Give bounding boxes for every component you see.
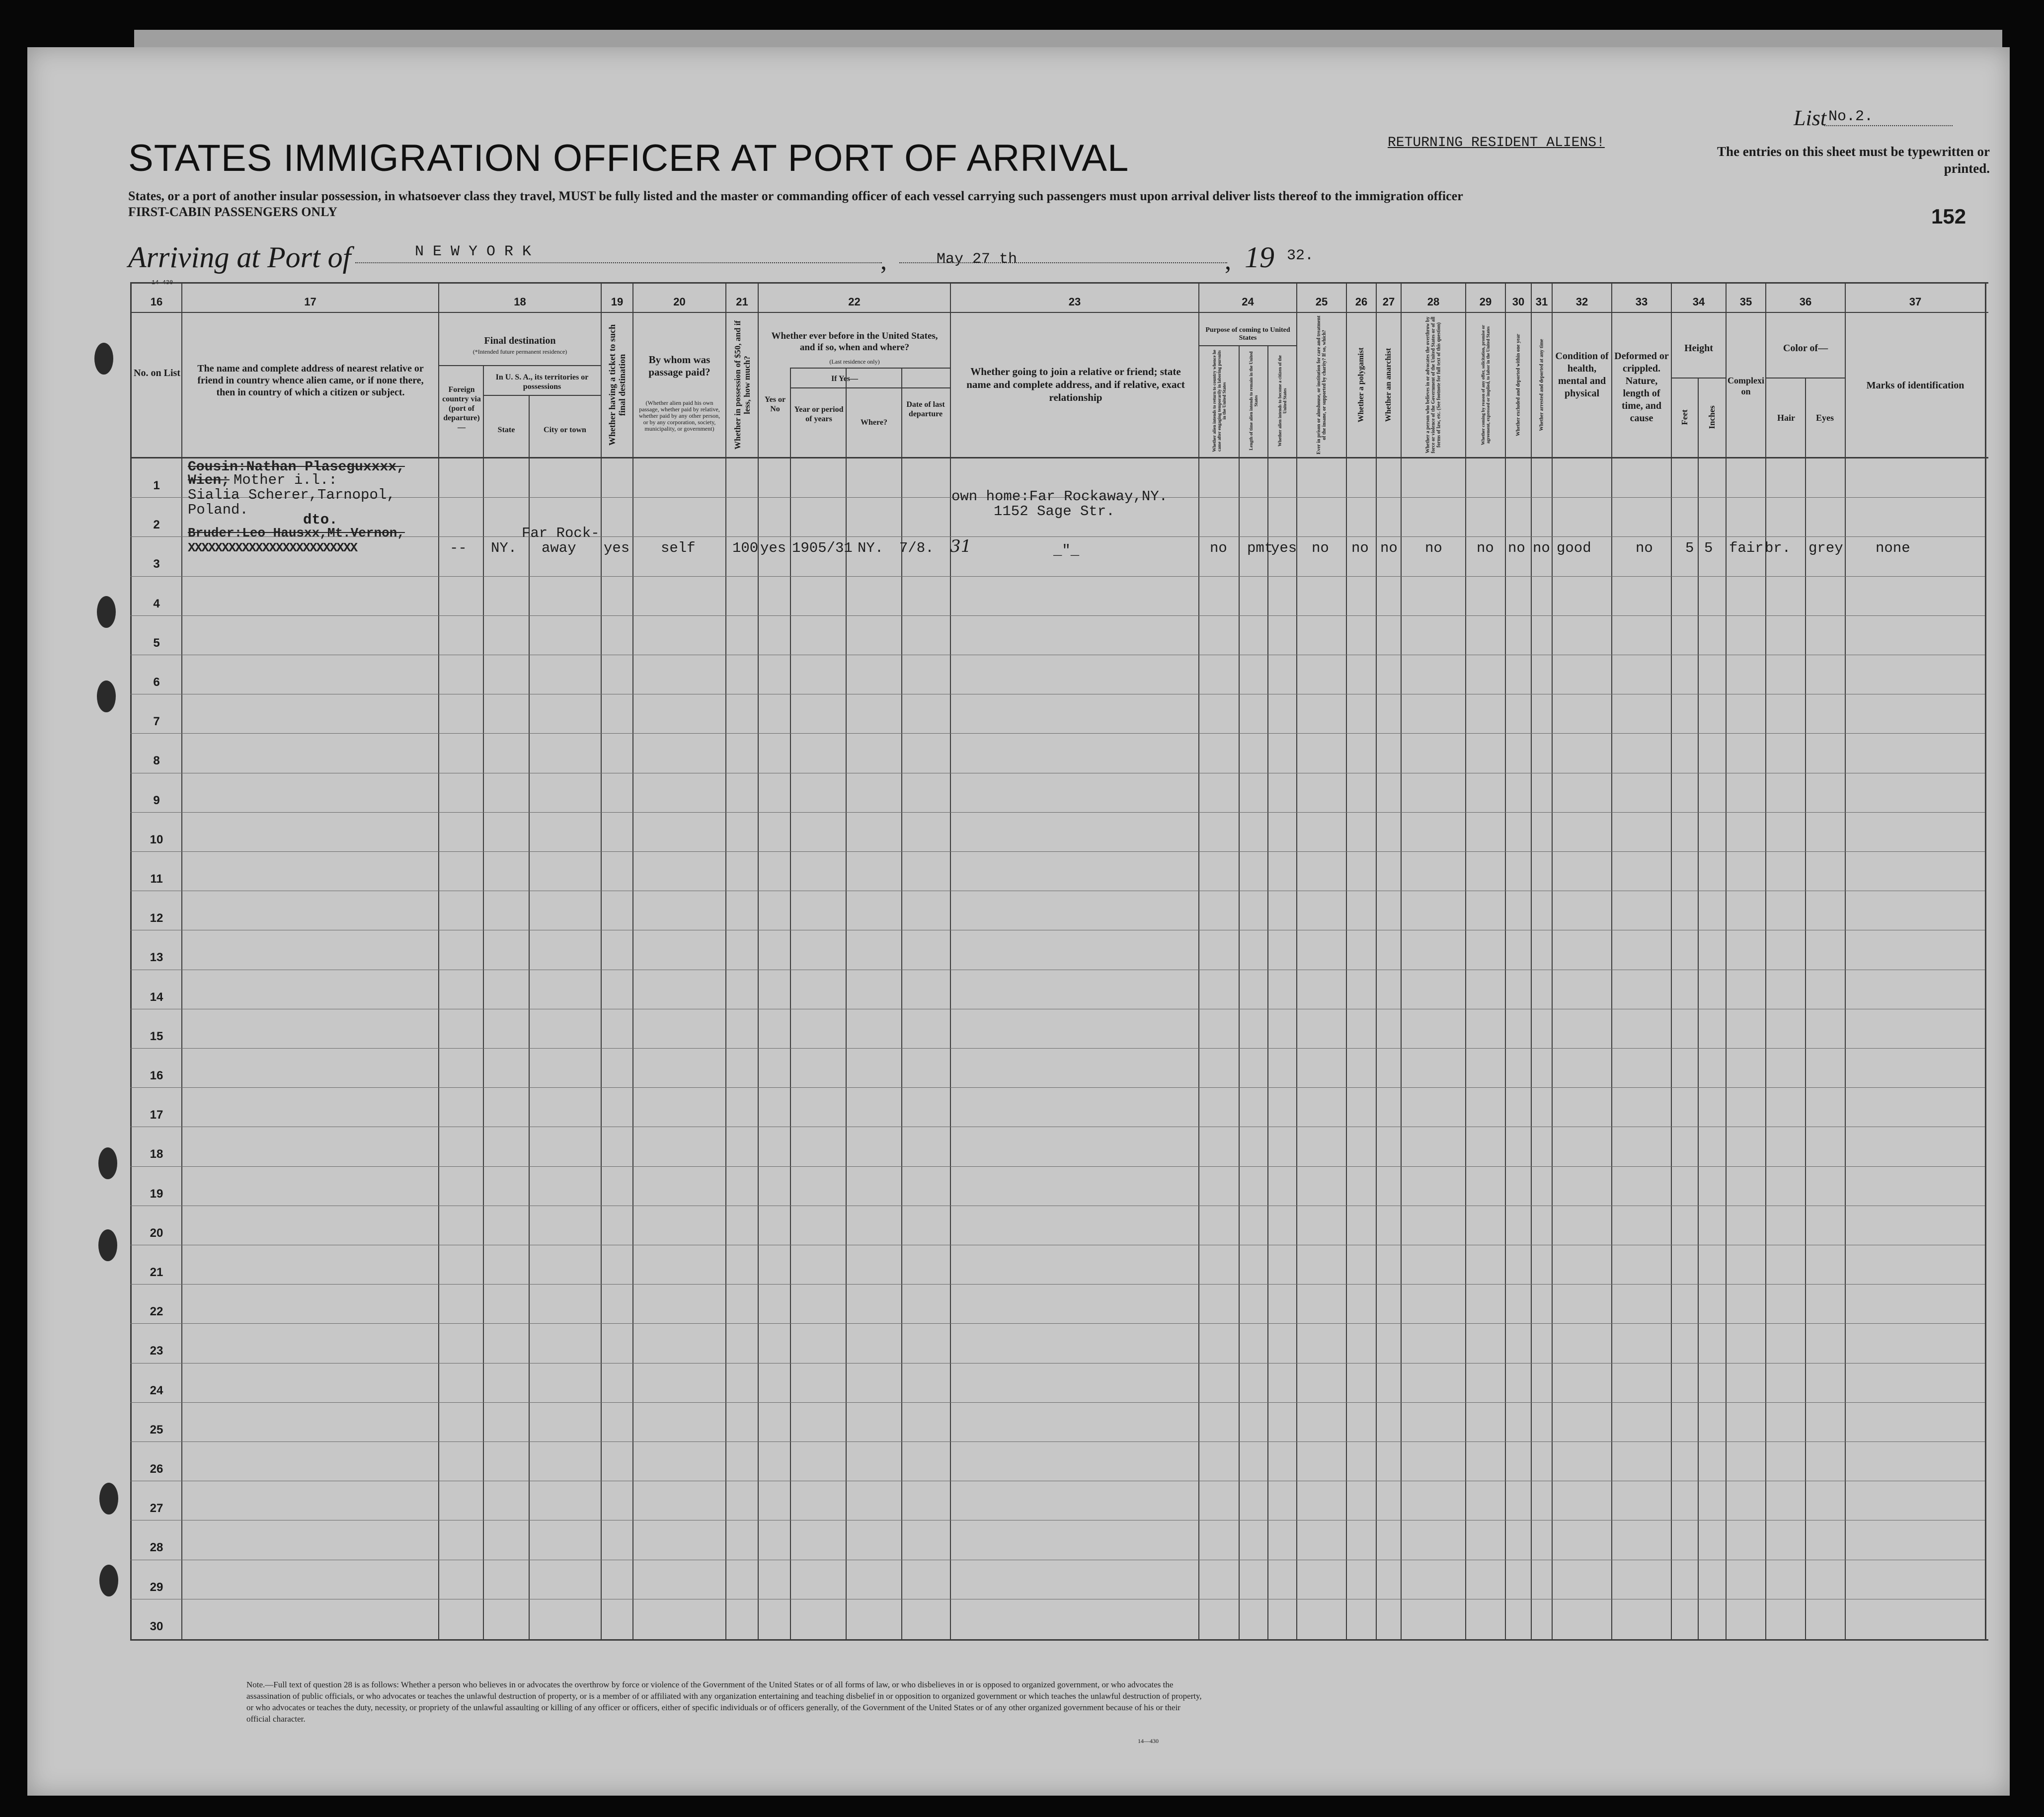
grid-row-line xyxy=(130,536,1985,537)
col-num-37: 37 xyxy=(1909,296,1922,308)
header-before-in-us: Whether ever before in the United States, and if so, when and where? xyxy=(771,331,938,353)
grid-column-line xyxy=(1296,282,1297,1640)
grid-column-line xyxy=(1726,282,1727,1640)
grid-column-line xyxy=(1376,282,1377,1640)
row-number: 18 xyxy=(150,1147,163,1161)
where-value: NY. xyxy=(858,540,884,556)
header-if-yes: If Yes— xyxy=(831,375,859,383)
header-last-residence: (Last residence only) xyxy=(829,359,880,365)
row-number: 26 xyxy=(150,1462,163,1476)
punch-hole xyxy=(97,596,116,628)
header-prison: Ever in prison or almshouse, or institution for care and treatment of the insane, or supported by charity? If so, which? xyxy=(1316,315,1327,454)
row-number: 8 xyxy=(153,754,160,768)
header-last-departure: Date of last departure xyxy=(906,400,945,418)
complexion-value: fair xyxy=(1729,540,1764,556)
header-purpose-citizen: Whether alien intends to become a citizen of the United States xyxy=(1277,355,1287,447)
grid-row-line xyxy=(130,615,1985,616)
grid-row-line xyxy=(130,1048,1985,1049)
header-money: Whether in possession of $50, and if less, how much? xyxy=(732,320,752,450)
header-purpose: Purpose of coming to United States xyxy=(1205,326,1290,342)
ticket-value: yes xyxy=(604,540,630,556)
grid-row-line xyxy=(130,851,1985,852)
punch-hole xyxy=(94,343,113,375)
grid-column-line xyxy=(601,282,602,1640)
grid-column-line xyxy=(1531,282,1532,1640)
grid-column-line xyxy=(1765,282,1766,1640)
join-street: 1152 Sage Str. xyxy=(994,503,1115,520)
header-deformed: Deformed or crippled. Nature, length of time, and cause xyxy=(1614,351,1669,424)
city-value-line1: Far Rock- xyxy=(522,525,600,541)
height-feet-value: 5 xyxy=(1685,540,1694,556)
header-complexion: Complexion xyxy=(1728,376,1764,396)
row-number: 30 xyxy=(150,1619,163,1633)
grid-column-line xyxy=(1985,282,1986,1640)
row-number: 2 xyxy=(153,518,160,532)
col-num-31: 31 xyxy=(1535,296,1548,308)
row-number: 22 xyxy=(150,1305,163,1319)
col-num-26: 26 xyxy=(1355,296,1368,308)
col-num-21: 21 xyxy=(736,296,748,308)
grid-column-line xyxy=(901,368,902,1640)
departure-year-handwritten: 31 xyxy=(950,536,972,556)
header-year: Year or period of years xyxy=(794,405,844,423)
row-number: 5 xyxy=(153,636,160,650)
struck-row2-line2: XXXXXXXXXXXXXXXXXXXXXXXXX xyxy=(188,540,357,555)
departure-date-value: 7/8. xyxy=(899,540,934,556)
row-number: 19 xyxy=(150,1187,163,1201)
col-num-35: 35 xyxy=(1739,296,1752,308)
header-purpose-return: Whether alien intends to return to country whence he came after engaging temporarily in laboring pursuits in the United States xyxy=(1211,350,1227,452)
years-value: 1905/31 xyxy=(792,540,853,556)
grid-column-line xyxy=(950,282,951,1640)
year-suffix: 32. xyxy=(1287,247,1314,264)
row-number: 28 xyxy=(150,1541,163,1555)
punch-hole xyxy=(97,681,116,712)
row-number: 9 xyxy=(153,793,160,807)
row-number: 4 xyxy=(153,597,160,610)
footnote: Note.—Full text of question 28 is as follows: Whether a person who believes in or advocates the overthrow by force or violence of the Government of the United States or of all forms of law, or who disbelieves in or is opposed to organized government, or who advocates the assassination of public officials, or who advocates or teaches the unlawful destruction of property, or is a member of or affiliated with any organization entertaining and teaching disbelief in or opposition to organized government or which teaches the unlawful destruction of property, or who advocates or teaches the duty, necessity, or propriety of the unlawful assaulting or killing of any officer or officers, either of specific individuals or of officers generally, of the Government of the United States or of any other organized government because of his or their official character. xyxy=(246,1680,1202,1724)
col-num-32: 32 xyxy=(1575,296,1588,308)
col-num-25: 25 xyxy=(1315,296,1328,308)
punch-hole xyxy=(99,1565,118,1596)
grid-column-line xyxy=(1671,282,1672,1640)
grid-column-line xyxy=(790,368,791,1640)
row-number: 17 xyxy=(150,1108,163,1122)
grid-column-line xyxy=(181,282,182,1640)
grid-column-line xyxy=(1239,345,1240,1640)
grid-column-line xyxy=(758,282,759,1640)
q28-value: no xyxy=(1425,540,1442,556)
row-number: 3 xyxy=(153,557,160,571)
header-q30: Whether excluded and deported within one year xyxy=(1515,334,1521,436)
punch-hole xyxy=(98,1147,117,1179)
instruction-line: States, or a port of another insular possession, in whatsoever class they travel, MUST be fully listed and the master or commanding officer of each vessel carrying such passengers must upon arrival deliver lists thereof to the immigration officer xyxy=(128,189,1463,203)
typewritten-note: The entries on this sheet must be typewritten or printed. xyxy=(1717,144,1990,176)
col-num-28: 28 xyxy=(1427,296,1440,308)
row-number: 23 xyxy=(150,1344,163,1358)
header-passage-paid: By whom was passage paid? xyxy=(648,354,710,378)
col-num-22: 22 xyxy=(848,296,861,308)
grid-row-line xyxy=(130,576,1985,577)
row-number: 29 xyxy=(150,1580,163,1594)
marks-value: none xyxy=(1876,540,1910,556)
state-value: NY. xyxy=(491,540,517,556)
header-color: Color of— xyxy=(1783,343,1828,354)
header-passage-paid-note: (Whether alien paid his own passage, whether paid by relative, whether paid by any other person, or by any corporation, society, municipality, or government) xyxy=(638,400,720,432)
row-number: 13 xyxy=(150,951,163,965)
ditto-mark: dto. xyxy=(303,512,338,528)
col-num-19: 19 xyxy=(611,296,624,308)
header-in-usa: In U. S. A., its territories or possessions xyxy=(495,373,589,391)
year-prefix: 19 xyxy=(1245,241,1274,274)
polygamist-value: no xyxy=(1351,540,1369,556)
col-num-36: 36 xyxy=(1799,296,1812,308)
page-number: 152 xyxy=(1931,205,1966,228)
grid-column-line xyxy=(1465,282,1466,1640)
header-purpose-length: Length of time alien intends to remain in the United States xyxy=(1249,351,1258,451)
grid-column-line xyxy=(1401,282,1402,1640)
row-number: 15 xyxy=(150,1029,163,1043)
header-inches: Inches xyxy=(1707,405,1717,429)
row-number: 6 xyxy=(153,676,160,689)
header-q28: Whether a person who believes in or advocates the overthrow by force or violence of the Government of the United States or of all forms of law, etc. (See footnote for full text of this question) xyxy=(1425,316,1442,454)
col-num-24: 24 xyxy=(1242,296,1254,308)
q29-value: no xyxy=(1477,540,1494,556)
eyes-value: grey xyxy=(1808,540,1843,556)
col-num-17: 17 xyxy=(304,296,316,308)
col-num-34: 34 xyxy=(1692,296,1705,308)
col-num-20: 20 xyxy=(673,296,686,308)
struck-city-line: Wien; xyxy=(188,473,230,488)
grid-column-line xyxy=(1198,282,1199,1640)
list-number: No.2. xyxy=(1824,108,1953,126)
header-anarchist: Whether an anarchist xyxy=(1384,348,1393,422)
header-final-destination: Final destination xyxy=(484,335,556,346)
before-yes-value: yes xyxy=(760,540,786,556)
header-foreign-country: Foreign country via (port of departure)— xyxy=(442,385,481,432)
deformed-value: no xyxy=(1636,540,1653,556)
struck-row2-line1: Bruder:Leo Hausxx,Mt.Vernon, xyxy=(188,526,405,540)
grid-column-line xyxy=(1552,282,1553,1640)
q30-value: no xyxy=(1508,540,1525,556)
port-name: N E W Y O R K xyxy=(415,243,532,260)
header-eyes: Eyes xyxy=(1816,413,1834,423)
grid-row-line xyxy=(130,1441,1985,1442)
header-height: Height xyxy=(1684,343,1713,354)
form-code: 14—430 xyxy=(1138,1738,1159,1744)
col-num-30: 30 xyxy=(1512,296,1525,308)
header-polygamist: Whether a polygamist xyxy=(1357,347,1365,423)
grid-row-line xyxy=(130,1087,1985,1088)
header-ticket: Whether having a ticket to such final destination xyxy=(607,324,627,446)
relative-country: Poland. xyxy=(188,502,248,518)
grid-column-line xyxy=(725,282,726,1640)
row-number: 24 xyxy=(150,1383,163,1397)
col-num-29: 29 xyxy=(1479,296,1492,308)
punch-hole xyxy=(99,1483,118,1514)
header-marks: Marks of identification xyxy=(1866,380,1965,391)
money-value: 100 xyxy=(732,540,759,556)
join-ditto: _"_ xyxy=(1053,542,1080,559)
grid-column-line xyxy=(438,282,439,1640)
header-final-destination-note: (*Intended future permanent residence) xyxy=(472,349,567,355)
header-nearest-relative: The name and complete address of nearest relative or friend in country whence alien came, or if none there, then in country of which a citizen or subject. xyxy=(197,363,424,398)
paid-by-value: self xyxy=(661,540,696,556)
header-where: Where? xyxy=(861,418,887,427)
header-yes-or-no: Yes or No xyxy=(764,395,786,413)
header-hair: Hair xyxy=(1777,413,1795,423)
header-feet: Feet xyxy=(1680,409,1689,425)
purpose-return-value: no xyxy=(1210,540,1227,556)
grid-row-line xyxy=(130,1284,1985,1285)
grid-column-line xyxy=(1611,282,1612,1640)
col-num-33: 33 xyxy=(1635,296,1648,308)
header-health: Condition of health, mental and physical xyxy=(1555,351,1609,399)
row-number: 10 xyxy=(150,833,163,846)
header-join-relative: Whether going to join a relative or friend; state name and complete address, and if relative, exact relationship xyxy=(966,366,1185,403)
foreign-country-value: -- xyxy=(450,540,467,556)
height-inches-value: 5 xyxy=(1704,540,1713,556)
grid-row-line xyxy=(130,733,1985,734)
grid-column-line xyxy=(846,368,847,1640)
grid-row-line xyxy=(130,1402,1985,1403)
row-number: 7 xyxy=(153,715,160,729)
header-state: State xyxy=(497,426,515,434)
row-number: 20 xyxy=(150,1226,163,1240)
grid-row-line xyxy=(130,1323,1985,1324)
row-number: 12 xyxy=(150,911,163,925)
col-num-23: 23 xyxy=(1068,296,1081,308)
relative-address: Sialia Scherer,Tarnopol, xyxy=(188,487,395,503)
row-number: 21 xyxy=(150,1266,163,1279)
length-stay-value: pmt xyxy=(1247,540,1273,556)
first-cabin-line: FIRST-CABIN PASSENGERS ONLY xyxy=(128,205,337,219)
row-number: 1 xyxy=(153,479,160,492)
hair-value: br. xyxy=(1765,540,1791,556)
returning-resident-stamp: RETURNING RESIDENT ALIENS! xyxy=(1388,135,1605,151)
punch-hole xyxy=(98,1229,117,1261)
row-number: 25 xyxy=(150,1423,163,1437)
header-city: City or town xyxy=(544,426,586,434)
join-address: own home:Far Rockaway,NY. xyxy=(951,488,1168,505)
row-number: 16 xyxy=(150,1069,163,1082)
col-num-16: 16 xyxy=(150,296,163,308)
header-q29: Whether coming by reason of any offer, solicitation, promise or agreement, expressed or implied, to labor in the United States xyxy=(1481,325,1491,445)
grid-column-line xyxy=(632,282,633,1640)
citizen-value: yes xyxy=(1271,540,1297,556)
row-number: 27 xyxy=(150,1502,163,1515)
col-num-27: 27 xyxy=(1382,296,1395,308)
struck-relative-line: Cousin:Nathan Plaseguxxxx, xyxy=(188,459,405,475)
arrival-date: May 27 th xyxy=(937,251,1018,268)
grid-column-line xyxy=(529,395,530,1640)
header-no-on-list: No. on List xyxy=(134,368,180,379)
grid-row-line xyxy=(130,812,1985,813)
row-number: 14 xyxy=(150,990,163,1004)
list-label: List xyxy=(1794,106,1827,130)
row-number: 11 xyxy=(150,872,163,886)
grid-row-line xyxy=(130,1166,1985,1167)
grid-column-line xyxy=(1505,282,1506,1640)
q31-value: no xyxy=(1533,540,1550,556)
header-q31: Whether arrested and deported at any time xyxy=(1539,339,1545,431)
city-value-line2: away xyxy=(542,540,576,556)
prison-value: no xyxy=(1312,540,1329,556)
anarchist-value: no xyxy=(1380,540,1398,556)
col-num-18: 18 xyxy=(514,296,526,308)
relative-mother: Mother i.l.: xyxy=(234,472,337,488)
arriving-label: Arriving at Port of xyxy=(128,241,351,274)
health-value: good xyxy=(1557,540,1591,556)
grid-column-line xyxy=(1845,282,1846,1640)
grid-column-line xyxy=(1346,282,1347,1640)
form-title: STATES IMMIGRATION OFFICER AT PORT OF ARRIVAL xyxy=(128,137,1129,179)
grid-column-line xyxy=(483,365,484,1640)
